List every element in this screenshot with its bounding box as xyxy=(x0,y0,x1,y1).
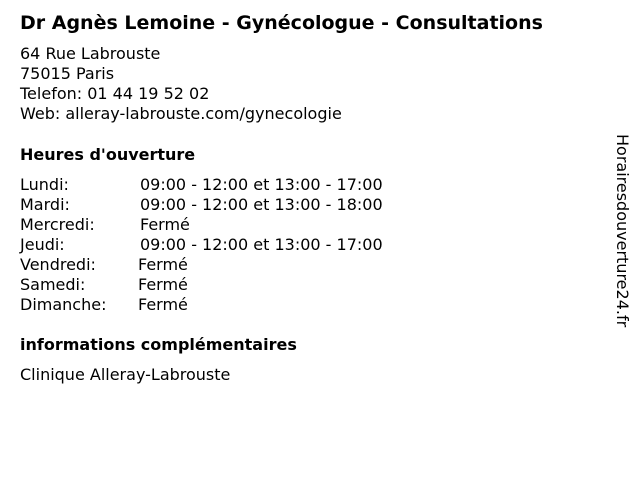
address-street: 64 Rue Labrouste xyxy=(20,44,161,63)
hours-heading: Heures d'ouverture xyxy=(20,145,196,164)
address-phone: Telefon: 01 44 19 52 02 xyxy=(20,84,210,103)
day-hours: Fermé xyxy=(140,215,190,234)
info-heading: informations complémentaires xyxy=(20,335,297,354)
day-hours: 09:00 - 12:00 et 13:00 - 17:00 xyxy=(140,235,383,254)
day-hours: 09:00 - 12:00 et 13:00 - 17:00 xyxy=(140,175,383,194)
page-title: Dr Agnès Lemoine - Gynécologue - Consultations xyxy=(20,12,543,34)
day-hours: Fermé xyxy=(138,275,188,294)
day-label: Mercredi: xyxy=(20,215,95,234)
day-label: Vendredi: xyxy=(20,255,96,274)
address-web: Web: alleray-labrouste.com/gynecologie xyxy=(20,104,342,123)
day-label: Mardi: xyxy=(20,195,70,214)
address-city: 75015 Paris xyxy=(20,64,115,83)
day-label: Dimanche: xyxy=(20,295,107,314)
day-hours: 09:00 - 12:00 et 13:00 - 18:00 xyxy=(140,195,383,214)
day-hours: Fermé xyxy=(138,295,188,314)
day-hours: Fermé xyxy=(138,255,188,274)
site-watermark: Horairesdouverture24.fr xyxy=(613,134,632,328)
address-block xyxy=(20,44,342,124)
day-label: Jeudi: xyxy=(20,235,65,254)
info-text: Clinique Alleray-Labrouste xyxy=(20,365,231,384)
day-label: Lundi: xyxy=(20,175,69,194)
day-label: Samedi: xyxy=(20,275,86,294)
